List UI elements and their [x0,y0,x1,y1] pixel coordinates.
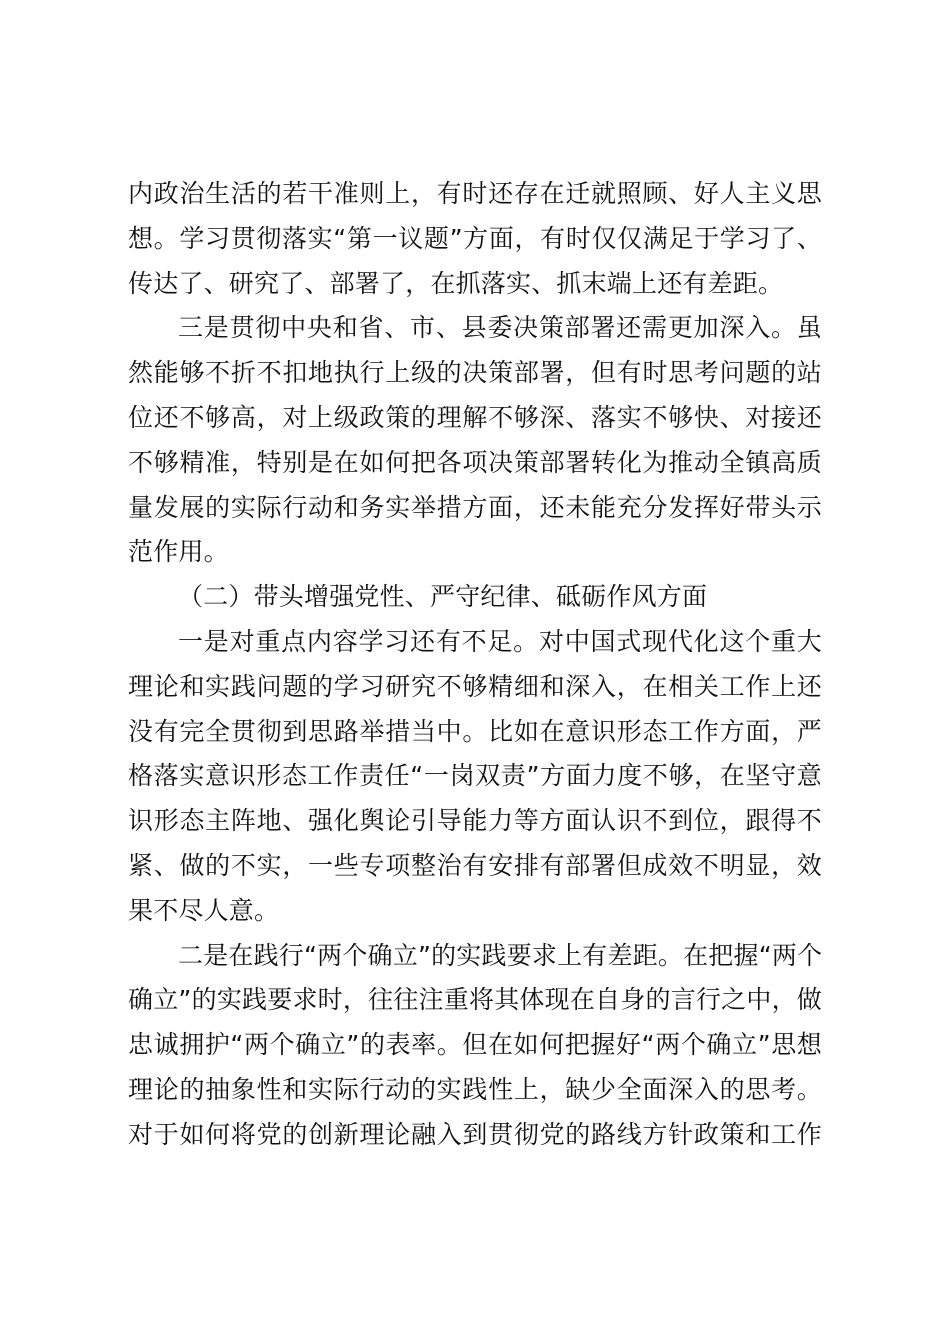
text-line: 范作用。 [128,537,229,567]
text-line: 没有完全贯彻到思路举措当中。比如在意识形态工作方面，严 [128,716,822,746]
text-line: 对于如何将党的创新理论融入到贯彻党的路线方针政策和工作 [128,1119,822,1149]
text-line: 理论和实践问题的学习研究不够精细和深入，在相关工作上还 [128,671,822,701]
text-line: 格落实意识形态工作责任“一岗双责”方面力度不够，在坚守意 [128,761,822,791]
paragraph-start-line: 一是对重点内容学习还有不足。对中国式现代化这个重大 [178,626,822,656]
paragraph-start-line: 三是贯彻中央和省、市、县委决策部署还需更加深入。虽 [178,313,822,343]
text-line: 确立”的实践要求时，往往注重将其体现在自身的言行之中，做 [128,985,822,1015]
text-line: 果不尽人意。 [128,895,280,925]
text-line: 位还不够高，对上级政策的理解不够深、落实不够快、对接还 [128,402,822,432]
text-line: 内政治生活的若干准则上，有时还存在迁就照顾、好人主义思 [128,179,822,208]
document-body [128,172,822,1158]
text-line: 忠诚拥护“两个确立”的表率。但在如何把握好“两个确立”思想 [128,1030,822,1060]
text-line: 识形态主阵地、强化舆论引导能力等方面认识不到位，跟得不 [128,806,822,836]
paragraph-start-line: 二是在践行“两个确立”的实践要求上有差距。在把握“两个 [178,940,823,970]
text-line: 不够精准，特别是在如何把各项决策部署转化为推动全镇高质 [128,447,822,477]
text-line: 理论的抽象性和实际行动的实践性上，缺少全面深入的思考。 [128,1074,822,1104]
text-line: 传达了、研究了、部署了，在抓落实、抓末端上还有差距。 [128,268,784,298]
text-line: 紧、做的不实，一些专项整治有安排有部署但成效不明显，效 [128,850,822,880]
text-line: 然能够不折不扣地执行上级的决策部署，但有时思考问题的站 [128,358,822,388]
section-heading: （二）带头增强党性、严守纪律、砥砺作风方面 [178,582,708,612]
text-line: 想。学习贯彻落实“第一议题”方面，有时仅仅满足于学习了、 [128,223,822,253]
text-line: 量发展的实际行动和务实举措方面，还未能充分发挥好带头示 [128,492,822,522]
